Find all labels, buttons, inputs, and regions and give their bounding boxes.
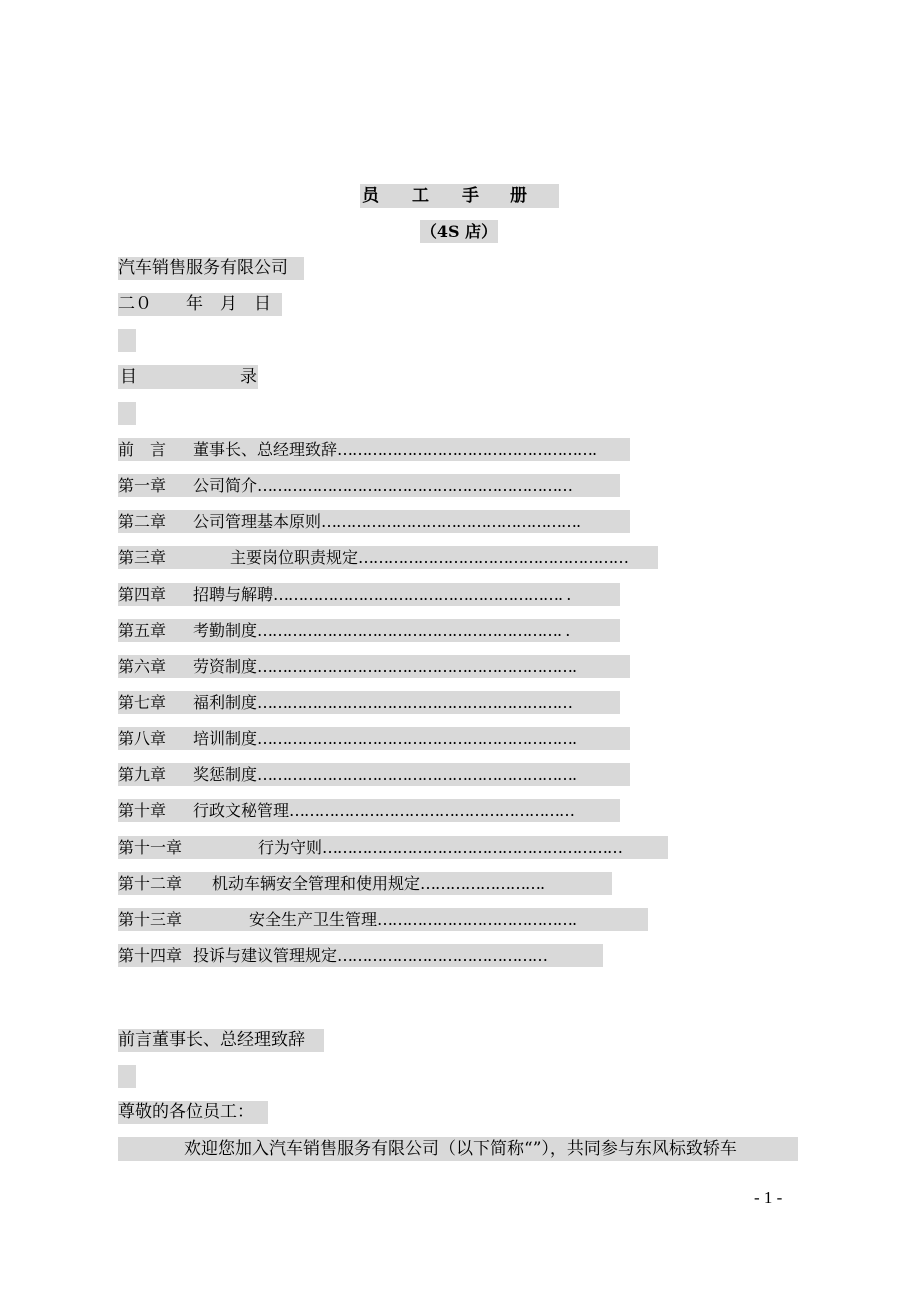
toc-leader-dots: …………………………………………….	[337, 440, 597, 459]
toc-leader-dots: …………………………………………….	[321, 512, 581, 531]
toc-entry-title: 公司简介………………………………………………………	[193, 476, 573, 495]
toc-leader-dots: …………………….	[420, 874, 545, 893]
toc-entry-label: 第二章	[118, 512, 167, 531]
document-title	[360, 184, 559, 208]
toc-entry-label: 第五章	[118, 621, 167, 640]
toc-entry-label: 第八章	[118, 729, 167, 748]
toc-leader-dots: ………………………………………………………	[257, 693, 573, 712]
toc-entry-title: 奖惩制度……………………………………………………….	[193, 765, 577, 784]
toc-heading	[118, 365, 258, 389]
toc-entry[interactable]	[118, 944, 603, 967]
company-name: 汽车销售服务有限公司	[118, 257, 304, 280]
empty-paragraph-mark	[118, 402, 136, 425]
toc-heading-right: 录	[240, 367, 257, 387]
toc-entry[interactable]	[118, 763, 630, 786]
toc-entry[interactable]	[118, 474, 620, 497]
toc-leader-dots: ……………………………………………………….	[257, 765, 577, 784]
toc-entry[interactable]	[118, 836, 668, 859]
toc-leader-dots: ……………………………………	[337, 946, 548, 965]
toc-entry-label: 第七章	[118, 693, 167, 712]
empty-paragraph-mark	[118, 1065, 136, 1088]
toc-entry-label: 第一章	[118, 476, 167, 495]
toc-entry[interactable]	[118, 546, 658, 569]
toc-entry[interactable]	[118, 583, 620, 606]
page-number: - 1 -	[754, 1188, 783, 1207]
empty-paragraph-mark	[118, 329, 136, 352]
toc-entry-label: 第十三章	[118, 910, 183, 929]
date-line: 二０ 年 月 日	[118, 293, 282, 316]
toc-entry-title: 招聘与解聘…………………………………………………. .	[193, 585, 571, 604]
toc-entry[interactable]	[118, 908, 648, 931]
toc-entry-title: 主要岗位职责规定………………………………………………	[230, 548, 629, 567]
toc-entry-title: 安全生产卫生管理………………………………….	[249, 910, 577, 929]
toc-entry-label: 前 言	[118, 440, 167, 459]
toc-entry[interactable]	[118, 691, 620, 714]
toc-entry-title: 考勤制度……………………………………………………. .	[193, 621, 570, 640]
toc-leader-dots: ………………………………………………………	[257, 476, 573, 495]
title-char-1: 员	[362, 186, 379, 206]
toc-leader-dots: ……………………………………………………. .	[257, 621, 570, 640]
toc-entry-label: 第四章	[118, 585, 167, 604]
title-char-3: 手	[462, 186, 479, 206]
toc-entry-label: 第三章	[118, 548, 167, 567]
toc-entry-label: 第十四章	[118, 946, 183, 965]
toc-entry-label: 第六章	[118, 657, 167, 676]
toc-entry-title: 机动车辆安全管理和使用规定…………………….	[212, 874, 545, 893]
toc-entry[interactable]	[118, 799, 620, 822]
toc-entry[interactable]	[118, 727, 630, 750]
salutation: 尊敬的各位员工：	[118, 1101, 268, 1124]
title-char-2: 工	[412, 186, 429, 206]
toc-entry-label: 第九章	[118, 765, 167, 784]
toc-entry[interactable]	[118, 872, 612, 895]
toc-leader-dots: ……………………………………………………	[322, 838, 623, 857]
toc-entry-title: 福利制度………………………………………………………	[193, 693, 573, 712]
toc-entry-title: 投诉与建议管理规定……………………………………	[193, 946, 548, 965]
title-char-4: 册	[510, 186, 527, 206]
toc-entry[interactable]	[118, 510, 630, 533]
toc-leader-dots: …………………………………………………. .	[273, 585, 571, 604]
toc-leader-dots: ………………………………….	[377, 910, 577, 929]
toc-leader-dots: ……………………………………………………….	[257, 729, 577, 748]
toc-leader-dots: ………………………………………………	[358, 548, 629, 567]
toc-entry-title: 培训制度……………………………………………………….	[193, 729, 577, 748]
toc-entry[interactable]	[118, 438, 630, 461]
toc-entry-title: 公司管理基本原则…………………………………………….	[193, 512, 581, 531]
toc-entry[interactable]	[118, 655, 630, 678]
toc-entry-label: 第十二章	[118, 874, 183, 893]
toc-entry-label: 第十章	[118, 801, 167, 820]
toc-entry-title: 董事长、总经理致辞…………………………………………….	[193, 440, 597, 459]
toc-entry-title: 劳资制度……………………………………………………….	[193, 657, 577, 676]
toc-entry-title: 行为守则……………………………………………………	[258, 838, 623, 857]
toc-entry-label: 第十一章	[118, 838, 183, 857]
document-subtitle: （4S 店）	[420, 222, 498, 241]
toc-entry-title: 行政文秘管理…………………………………………………	[193, 801, 575, 820]
toc-leader-dots: …………………………………………………	[289, 801, 575, 820]
preface-heading: 前言董事长、总经理致辞	[118, 1029, 324, 1052]
toc-heading-left: 目	[120, 367, 137, 387]
body-paragraph: 欢迎您加入汽车销售服务有限公司（以下简称“”），共同参与东风标致轿车	[118, 1137, 798, 1161]
toc-leader-dots: ……………………………………………………….	[257, 657, 577, 676]
toc-entry[interactable]	[118, 619, 620, 642]
